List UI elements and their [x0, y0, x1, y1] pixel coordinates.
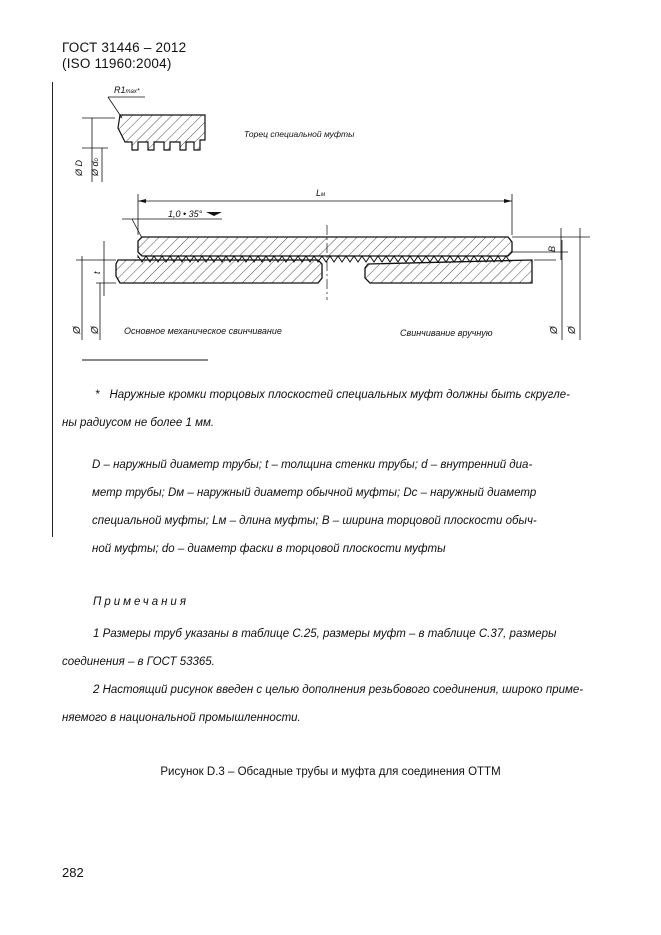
standard-number: ГОСТ 31446 – 2012: [62, 40, 187, 55]
note-1-line1: 1 Размеры труб указаны в таблице С.25, размеры муфт – в таблице С.37, размеры: [93, 628, 557, 640]
length-label: Lм: [316, 188, 326, 198]
dim-dc-icon: Ø: [549, 326, 560, 334]
dim-d-icon: Ø: [90, 326, 101, 334]
left-dimensions: [72, 241, 116, 340]
end-face-caption: Торец специальной муфты: [244, 129, 355, 139]
note-2-line1: 2 Настоящий рисунок введен с целью дополнения резьбового соединения, широко приме-: [93, 684, 584, 696]
end-face-detail: [74, 85, 355, 182]
dim-D-label: Ø D: [74, 159, 84, 176]
pipe-right: [365, 260, 532, 283]
taper-annotation: [122, 209, 222, 238]
legend-line3: специальной муфты; Lм – длина муфты; B – ширина торцовой плоскости обыч-: [92, 515, 537, 527]
thickness-t-label: t: [92, 271, 102, 274]
legend-line4: ной муфты; dо – диаметр фаски в торцовой плоскости муфты: [92, 543, 446, 555]
dim-dm-icon: Ø: [567, 326, 578, 334]
note-1-line2: соединения – в ГОСТ 53365.: [62, 656, 215, 668]
legend-line2: метр трубы; Dм – наружный диаметр обычной муфты; Dс – наружный диаметр: [92, 487, 537, 499]
legend-line1: D – наружный диаметр трубы; t – толщина стенки трубы; d – внутренний диа-: [92, 459, 533, 471]
notes-title: Примечания: [93, 596, 189, 608]
footnote-line2: ны радиусом не более 1 мм.: [62, 417, 215, 429]
legend: [92, 451, 612, 563]
right-dimensions: [512, 228, 590, 340]
width-B-label: B: [547, 245, 557, 252]
machine-makeup-label: Основное механическое свинчивание: [124, 326, 282, 336]
dim-D-icon: Ø: [72, 326, 83, 334]
iso-reference: (ISO 11960:2004): [62, 56, 172, 71]
footnote: [62, 381, 607, 437]
dim-d0-label: Ø dо: [90, 158, 100, 176]
coupling-body: [138, 237, 512, 256]
hand-makeup-label: Свинчивание вручную: [400, 328, 493, 338]
radius-label: R1max*: [114, 85, 140, 95]
technical-drawing: [0, 80, 661, 370]
footnote-star: *: [95, 389, 100, 401]
figure-caption: Рисунок D.3 – Обсадные трубы и муфта для соединения ОТТМ: [160, 766, 501, 778]
taper-label: 1,0 • 35°: [168, 209, 203, 219]
notes: [62, 620, 617, 732]
footnote-line1: Наружные кромки торцовых плоскостей специальных муфт должны быть скругле-: [109, 389, 570, 401]
page-number: 282: [62, 865, 84, 880]
pipe-left: [116, 260, 322, 283]
note-2-line2: няемого в национальной промышленности.: [62, 712, 301, 724]
